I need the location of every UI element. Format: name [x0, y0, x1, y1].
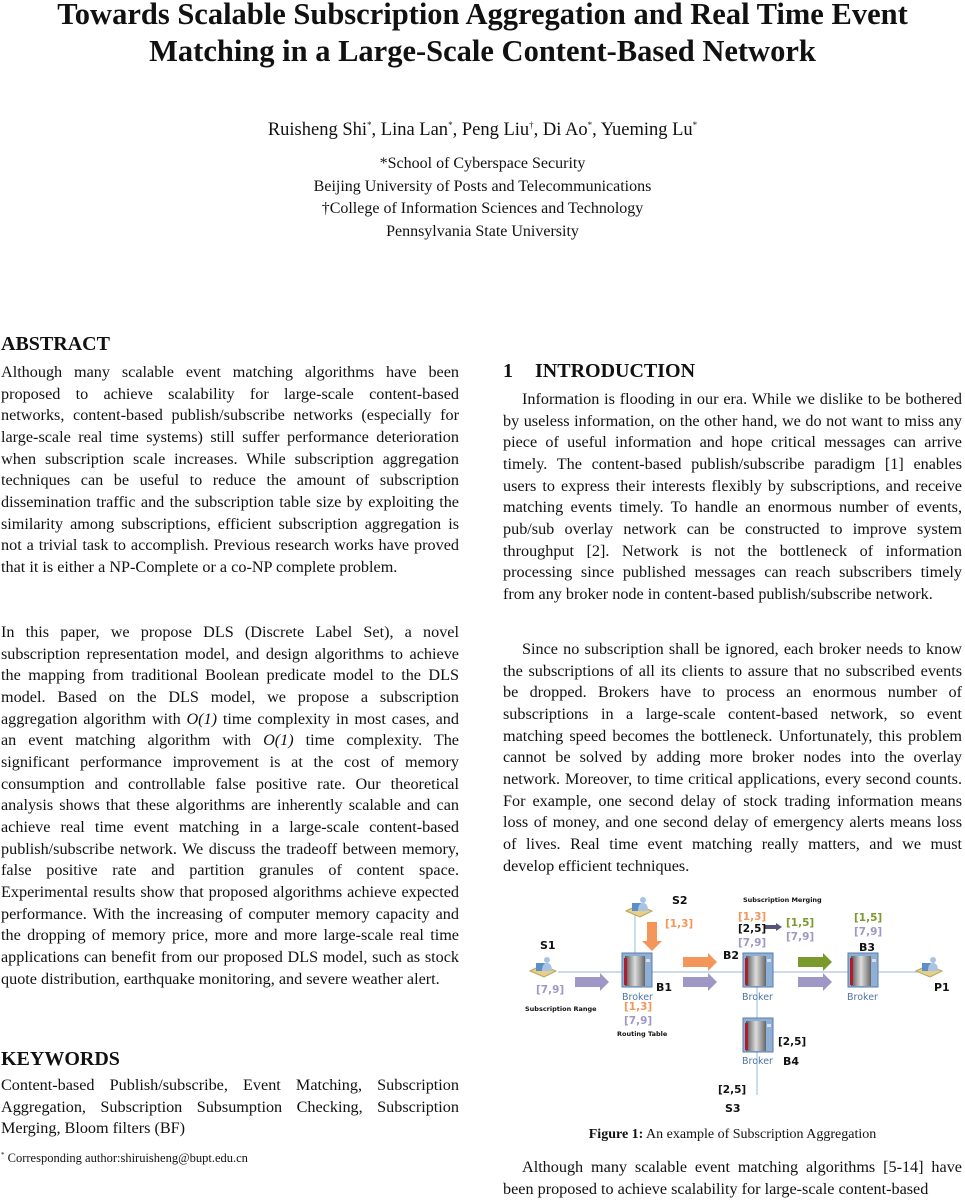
routing-table-label: Routing Table [617, 1030, 668, 1038]
b3-table-entry: [7,9] [854, 926, 883, 938]
affiliation: Pennsylvania State University [386, 223, 579, 241]
keywords-text: Content-based Publish/subscribe, Event Matching, Subscription Aggregation, Subscription Subsumption Checking, Subscription Merging, Bloom filters (BF) [1, 1076, 459, 1138]
s2-label: S2 [672, 894, 688, 907]
orange-arrow-icon [683, 953, 717, 971]
broker-label: Broker [742, 992, 773, 1003]
b2-label: B2 [723, 949, 740, 962]
keywords-heading: KEYWORDS [1, 1048, 120, 1070]
b1-label: B1 [656, 981, 673, 994]
b2-before-entry: [1,3] [738, 911, 767, 923]
abstract-paragraph-1: Although many scalable event matching algorithms have been proposed to achieve scalability for large-scale content-based networks, content-based publish/subscribe networks (especially for large-scale real time systems) still suffer performance deterioration when subscription scale increases. While subscription aggregation techniques can be useful to reduce the amount of subscription dissemination traffic and the subscription table size by exploiting the similarity among subscriptions, efficient subscription aggregation is not a trivial task to accomplish. Previous research works have proved that it is either a NP-Complete or a co-NP complete problem. [1, 363, 459, 576]
intro-paragraph-3: Although many scalable event matching algorithms [5-14] have been proposed to achieve scalability for large-scale content-based [503, 1158, 962, 1198]
broker-b1-icon [622, 953, 652, 987]
broker-b2-icon [743, 953, 773, 987]
paper-title [0, 0, 965, 70]
title-line-2: Matching in a Large-Scale Content-Based Network [149, 34, 816, 68]
affiliations [0, 153, 965, 244]
s1-range: [7,9] [536, 984, 565, 996]
b2-after-entry: [7,9] [786, 931, 815, 943]
publisher-p1-icon [916, 957, 942, 977]
subscriber-s2-icon [626, 897, 652, 917]
purple-arrow-icon [798, 973, 832, 991]
s2-range: [1,3] [665, 918, 694, 930]
broker-label: Broker [622, 992, 653, 1003]
abstract-heading: ABSTRACT [1, 333, 110, 355]
affiliation: *School of Cyberspace Security [379, 155, 586, 172]
b2-after-entry: [1,5] [786, 917, 815, 929]
b3-table-entry: [1,5] [854, 912, 883, 924]
s3-range: [2,5] [718, 1084, 747, 1096]
author: Di Ao* [542, 120, 593, 141]
purple-arrow-icon [575, 973, 609, 991]
abstract-paragraph-2: In this paper, we propose DLS (Discrete Label Set), a novel subscription representation model, and design algorithms to achieve the mapping from traditional Boolean predicate model to the DLS model. Based on the DLS model, we propose a subscription aggregation algorithm with O(1) time complexity in most cases, and an event matching algorithm with O(1) time complexity. The significant performance improvement is at the cost of memory consumption and controllable false positive rate. Our theoretical analysis shows that these algorithms are inherently scalable and can achieve real time event matching in a large-scale content-based publish/subscribe network. We discuss the tradeoff between memory, false positive rate and partition granules of content space. Experimental results show that proposed algorithms achieve expected performance. With the increasing of computer memory capacity and the dropping of memory price, more and more large-scale real time applications can benefit from our proposed DLS model, such as stock quote distribution, earthquake monitoring, and severe weather alert. [1, 623, 459, 988]
b1-table-entry: [7,9] [624, 1015, 653, 1027]
broker-label: Broker [847, 992, 878, 1003]
figure-1-diagram [510, 885, 965, 1120]
b4-label: B4 [783, 1055, 800, 1068]
figure-caption: Figure 1: An example of Subscription Aggregation [588, 1127, 877, 1142]
green-arrow-icon [798, 953, 832, 971]
b2-before-entry: [7,9] [738, 937, 767, 949]
author: Peng Liu† [461, 120, 534, 141]
s3-label: S3 [725, 1102, 741, 1115]
broker-label: Broker [742, 1056, 773, 1067]
subscription-range-label: Subscription Range [525, 1005, 597, 1013]
title-line-1: Towards Scalable Subscription Aggregation and Real Time Event [57, 0, 908, 31]
author: Yueming Lu* [600, 120, 698, 141]
author-list: Ruisheng Shi*, Lina Lan*, Peng Liu†, Di Ao*, Yueming Lu* [267, 120, 698, 141]
b1-table-entry: [1,3] [624, 1001, 653, 1013]
affiliation: †College of Information Sciences and Technology [321, 200, 644, 218]
b2-before-entry: [2,5] [738, 923, 767, 935]
orange-down-arrow-icon [642, 922, 662, 951]
intro-heading: 1 INTRODUCTION [503, 360, 696, 382]
b3-label: B3 [859, 941, 876, 954]
subscription-merging-label: Subscription Merging [743, 896, 822, 904]
intro-paragraph-2: Since no subscription shall be ignored, each broker needs to know the subscriptions of all its clients to assure that no subscribed events be dropped. Brokers have to process an enormous number of subscriptions in a large-scale content-based network, so event matching speed becomes the bottleneck. Unfortunately, this problem cannot be solved by adding more broker nodes into the overlay network. Moreover, to time critical applications, every second counts. For example, one second delay of stock trading information means loss of money, and one second delay of emergency alerts means loss of lives. Real time event matching really matters, and we must develop efficient techniques. [503, 640, 962, 875]
broker-b3-icon [848, 953, 878, 987]
author: Lina Lan* [380, 120, 453, 141]
s1-label: S1 [540, 939, 556, 952]
intro-paragraph-1: Information is flooding in our era. While we dislike to be bothered by useless information, on the other hand, we do not want to miss any piece of useful information and hope critical messages can arrive timely. The content-based publish/subscribe paradigm [1] enables users to express their interests flexibly by subscriptions, and receive matching events timely. To handle an enormous number of events, pub/sub overlay network can be constructed to improve system throughput [2]. Network is not the bottleneck of information processing since published messages can reach subscribers timely from any broker node in content-based publish/subscribe network. [503, 390, 962, 603]
broker-b4-icon [743, 1018, 773, 1052]
merge-arrow-icon [765, 923, 782, 931]
p1-label: P1 [934, 981, 950, 994]
affiliation: Beijing University of Posts and Telecommunications [313, 177, 652, 195]
footnote: * Corresponding author:shiruisheng@bupt.edu.cn [1, 1151, 248, 1166]
purple-arrow-icon [683, 973, 717, 991]
author: Ruisheng Shi* [267, 120, 372, 141]
subscriber-s1-icon [530, 957, 556, 977]
b4-table-entry: [2,5] [778, 1036, 807, 1048]
